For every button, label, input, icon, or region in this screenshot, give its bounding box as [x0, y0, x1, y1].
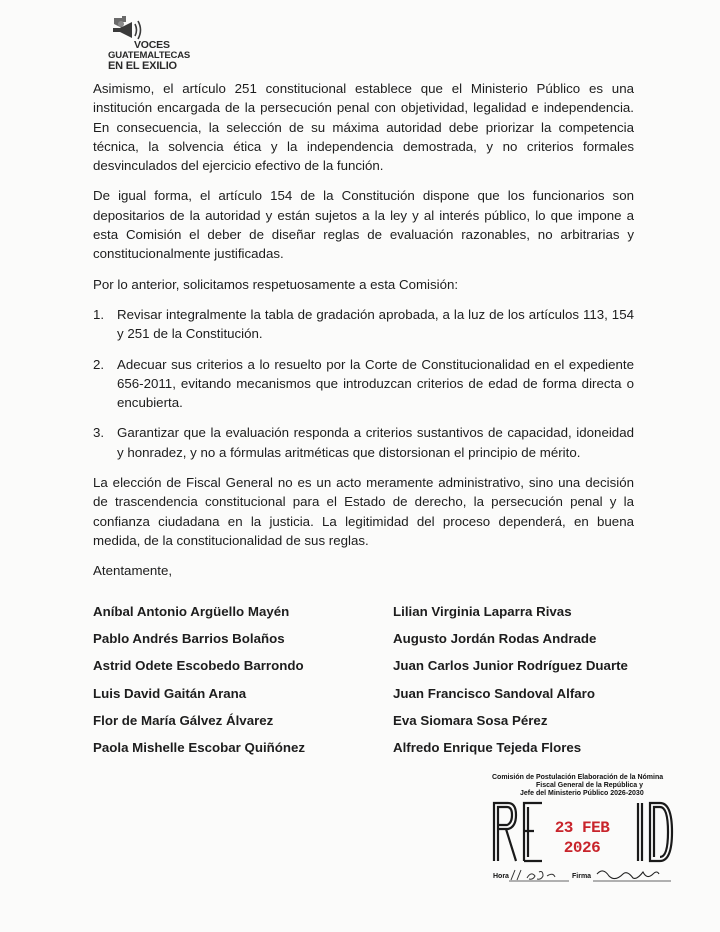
logo-line-guatemaltecas: GUATEMALTECAS [108, 49, 191, 61]
handwritten-time-and-signature [493, 868, 673, 884]
request-list [93, 305, 634, 462]
request-text: Revisar integralmente la tabla de gradación aprobada, a la luz de los artículos 113, 154 y 251 de la Constitución. [117, 306, 634, 342]
signatory-name: Flor de María Gálvez Álvarez [93, 712, 274, 728]
signatory-name: Alfredo Enrique Tejeda Flores [393, 739, 582, 755]
signatory-name: Luis David Gaitán Arana [93, 685, 247, 701]
paragraph-article-154: De igual forma, el artículo 154 de la Constitución dispone que los funcionarios son depositarios de la autoridad y están sujetos a la ley y al interés público, lo que impone a esta Comisión el deber de diseñar reglas de evaluación razonables, no arbitrarias y constitucionalmente justificadas. [93, 188, 634, 262]
request-number: 3. [93, 425, 105, 441]
stamp-organization [492, 774, 682, 798]
stamp-firma-label: Firma [572, 873, 592, 880]
request-text: Adecuar sus criterios a lo resuelto por la Corte de Constitucionalidad en el expediente 656-2011, evitando mecanismos que introduzcan criterios de edad de forma directa o encubierta. [117, 356, 634, 411]
request-text: Garantizar que la evaluación responda a criterios sustantivos de capacidad, idoneidad y honradez, y no a fórmulas aritméticas que distorsionan el principio de mérito. [117, 425, 634, 460]
stamp-org-line: Fiscal General de la República y [536, 782, 643, 789]
stamp-footer [493, 868, 673, 884]
letter-body [93, 79, 634, 592]
signatory-name: Eva Siomara Sosa Pérez [393, 712, 548, 728]
stamp-hora-label: Hora [493, 873, 509, 880]
signatories [93, 603, 653, 766]
signatory-name: Astrid Odete Escobedo Barrondo [93, 658, 304, 674]
signatory-name: Paola Mishelle Escobar Quiñónez [93, 739, 306, 755]
stamp-date: 23 FEB 2026 [534, 818, 630, 838]
signatory-name: Aníbal Antonio Argüello Mayén [93, 604, 290, 619]
signatory-name: Augusto Jordán Rodas Andrade [393, 631, 597, 647]
request-item [93, 305, 634, 344]
paragraph-request-intro: Por lo anterior, solicitamos respetuosamente a esta Comisión: [93, 276, 459, 292]
request-item [93, 355, 634, 413]
logo-wordmark [108, 40, 190, 72]
logo-line-voces: VOCES [134, 39, 170, 51]
signatory-name: Pablo Andrés Barrios Bolaños [93, 631, 285, 647]
request-item [93, 423, 634, 462]
request-number: 2. [93, 356, 105, 372]
request-number: 1. [93, 306, 105, 322]
organization-logo [104, 14, 194, 72]
signatory-name: Juan Carlos Junior Rodríguez Duarte [393, 658, 628, 674]
stamp-org-line: Comisión de Postulación Elaboración de la Nómina [492, 774, 664, 781]
signatory-name: Juan Francisco Sandoval Alfaro [393, 685, 595, 701]
signatories-left-column [93, 603, 383, 766]
closing-salutation: Atentamente, [93, 563, 173, 579]
paragraph-conclusion: La elección de Fiscal General no es un acto meramente administrativo, sino una decisión de trascendencia constitucional para el Estado de derecho, la persecución penal y la confianza ciudadana en la justicia. La legitimidad del proceso dependerá, en buena medida, de la constitucionalidad de sus reglas. [93, 475, 634, 548]
stamp-org-line: Jefe del Ministerio Público 2026-2030 [520, 790, 644, 797]
signatory-name: Lilian Virginia Laparra Rivas [393, 604, 572, 619]
logo-line-exilio: EN EL EXILIO [108, 60, 177, 72]
signatories-right-column [393, 603, 653, 766]
paragraph-article-251: Asimismo, el artículo 251 constitucional establece que el Ministerio Público es una institución encargada de la persecución penal con objetividad, legalidad e independencia. En consecuencia, la selección de su máxima autoridad debe priorizar la competencia técnica, la solvencia ética y la independencia demostrada, y no criterios formales desvinculados del ejercicio efectivo de la función. [93, 81, 634, 174]
